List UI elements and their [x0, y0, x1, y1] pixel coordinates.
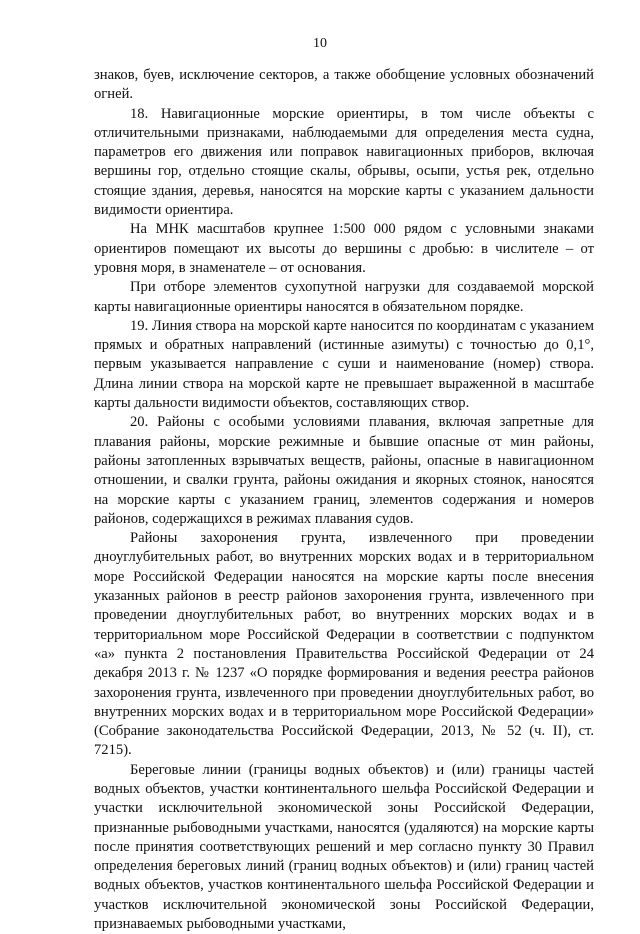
paragraph-mnk-heights: На МНК масштабов крупнее 1:500 000 рядом с условными знаками ориентиров помещают их высоты до вершины с дробью: в числителе – от уровня моря, в знаменателе – от основания. [94, 221, 594, 276]
paragraph-land-features: При отборе элементов сухопутной нагрузки для создаваемой морской карты навигационные ориентиры наносятся в обязательном порядке. [94, 279, 594, 315]
document-body [94, 66, 594, 934]
paragraph-20: 20. Районы с особыми условиями плавания, включая запретные для плавания районы, морские режимные и бывшие опасные от мин районы, районы затопленных взрывчатых веществ, районы, опасные в навигационном отношении, и свалки грунта, районы ожидания и якорных стоянок, наносятся на морские карты с указанием границ, элементов содержания и номеров районов, содержащихся в режимах плавания судов. [94, 414, 594, 527]
paragraph-dumping-areas: Районы захоронения грунта, извлеченного при проведении дноуглубительных работ, во внутренних морских водах и в территориальном море Российской Федерации наносятся на морские карты после внесения указанных районов в реестр районов захоронения грунта, извлеченного при проведении дноуглубительных работ, во внутренних морских водах и в территориальном море Российской Федерации в соответствии с подпунктом «а» пункта 2 постановления Правительства Российской Федерации от 24 декабря 2013 г. № 1237 «О порядке формирования и ведения реестра районов захоронения грунта, извлеченного при проведении дноуглубительных работ, во внутренних морских водах и в территориальном море Российской Федерации» (Собрание законодательства Российской Федерации, 2013, № 52 (ч. II), ст. 7215). [94, 530, 594, 759]
paragraph-continuation: знаков, буев, исключение секторов, а также обобщение условных обозначений огней. [94, 67, 594, 103]
paragraph-18: 18. Навигационные морские ориентиры, в том числе объекты с отличительными признаками, наблюдаемыми для определения места судна, параметров его движения или поправок навигационных приборов, включая вершины гор, отдельно стоящие скалы, обрывы, осыпи, устья рек, отдельно стоящие здания, деревья, наносятся на морские карты с указанием дальности видимости ориентира. [94, 105, 594, 219]
page-number: 10 [313, 36, 327, 51]
paragraph-19: 19. Линия створа на морской карте наносится по координатам с указанием прямых и обратных направлений (истинные азимуты) с точностью до 0,1°, первым указывается направление с суши и наименование (номер) створа. Длина линии створа на морской карте не превышает выраженной в масштабе карты дальности видимости объектов, составляющих створ. [94, 317, 594, 412]
paragraph-coastlines: Береговые линии (границы водных объектов) и (или) границы частей водных объектов, участки континентального шельфа Российской Федерации и участки исключительной экономической зоны Российской Федерации, признанные рыбоводными участками, наносятся (удаляются) на морские карты после принятия соответствующих решений и мер согласно пункту 30 Правил определения береговых линий (границ водных объектов) и (или) границ частей водных объектов, участков континентального шельфа Российской Федерации и участков исключительной экономической зоны Российской Федерации, признаваемых рыбоводными участками, [94, 761, 594, 933]
